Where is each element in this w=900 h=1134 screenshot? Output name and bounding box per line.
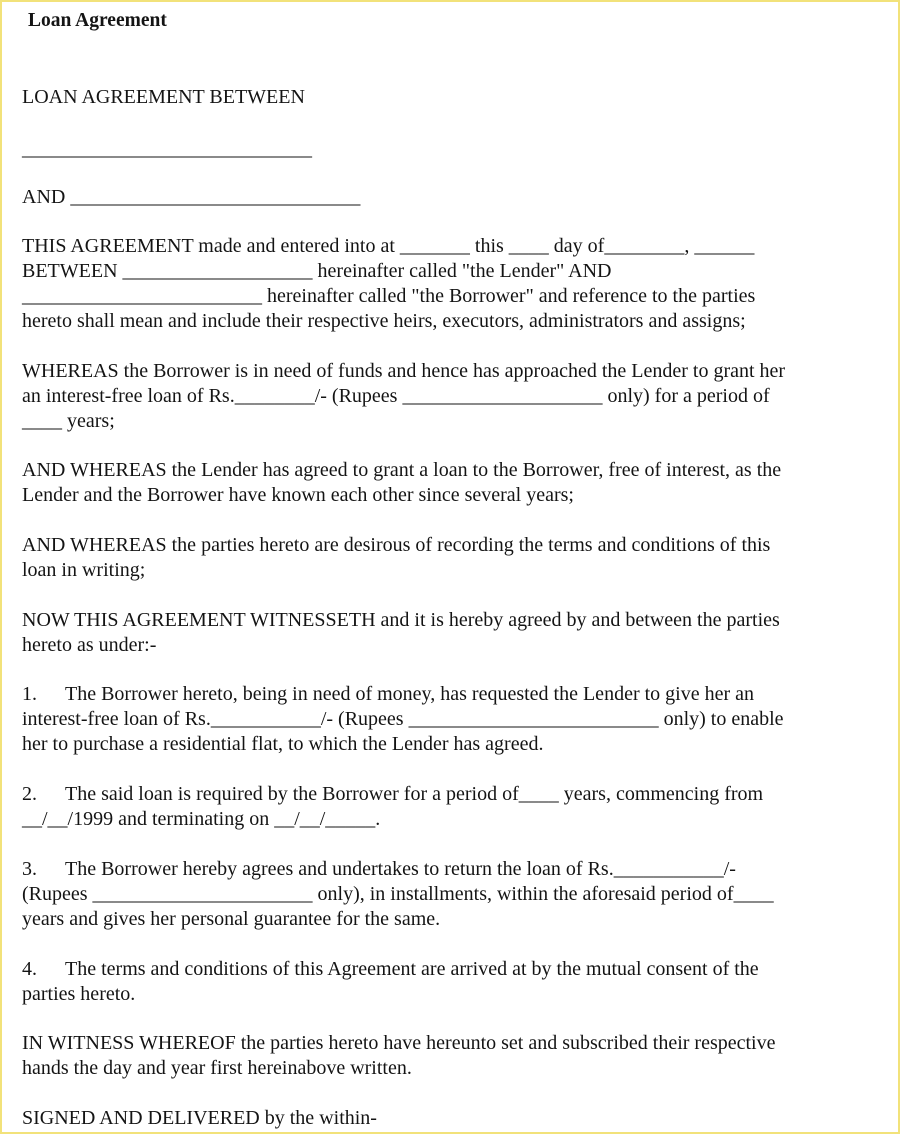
- witnesseth-line: NOW THIS AGREEMENT WITNESSETH and it is hereby agreed by and between the parties: [22, 609, 780, 631]
- clause-number: 1.: [22, 683, 37, 705]
- in-witness-line: IN WITNESS WHEREOF the parties hereto have hereunto set and subscribed their respective: [22, 1032, 776, 1054]
- agreement-clause-line: ________________________ hereinafter called "the Borrower" and reference to the parties: [22, 285, 756, 307]
- whereas-line: loan in writing;: [22, 559, 146, 581]
- clause-line: [22, 682, 848, 707]
- clause-line: [22, 782, 848, 807]
- witnesseth-line: hereto as under:-: [22, 634, 157, 656]
- agreement-clause-line: BETWEEN ___________________ hereinafter called "the Lender" AND: [22, 260, 612, 282]
- clause-line: interest-free loan of Rs.___________/- (Rupees _________________________ only) to enable: [22, 708, 784, 730]
- clause-line: [22, 957, 848, 982]
- party-one-blank-line: _____________________________: [22, 138, 312, 160]
- clause-text: The Borrower hereto, being in need of money, has requested the Lender to give her an: [65, 683, 755, 705]
- whereas-paragraph-2: [22, 458, 848, 508]
- agreement-heading-text: LOAN AGREEMENT BETWEEN: [22, 86, 305, 108]
- whereas-line: Lender and the Borrower have known each other since several years;: [22, 484, 574, 506]
- clause-text: The Borrower hereby agrees and undertakes to return the loan of Rs.___________/-: [65, 858, 736, 880]
- agreement-clause-line: THIS AGREEMENT made and entered into at _______ this ____ day of________, ______: [22, 235, 755, 257]
- clause-2: [22, 782, 848, 832]
- and-party-text: AND _____________________________: [22, 186, 361, 208]
- clause-line: her to purchase a residential flat, to which the Lender has agreed.: [22, 733, 544, 755]
- whereas-line: AND WHEREAS the parties hereto are desirous of recording the terms and conditions of this: [22, 534, 771, 556]
- in-witness-paragraph: [22, 1031, 848, 1081]
- whereas-paragraph-1: [22, 359, 848, 434]
- document-title: Loan Agreement: [28, 10, 167, 31]
- and-party-line: [22, 185, 848, 210]
- clause-number: 2.: [22, 783, 37, 805]
- signed-delivered-line: SIGNED AND DELIVERED by the within-: [22, 1107, 377, 1129]
- clause-text: The terms and conditions of this Agreement are arrived at by the mutual consent of the: [65, 958, 759, 980]
- party-one-blank: [22, 137, 848, 162]
- signed-delivered: [22, 1106, 848, 1131]
- clause-line: __/__/1999 and terminating on __/__/_____.: [22, 808, 381, 830]
- clause-number: 4.: [22, 958, 37, 980]
- whereas-paragraph-3: [22, 533, 848, 583]
- clause-4: [22, 957, 848, 1007]
- whereas-line: AND WHEREAS the Lender has agreed to grant a loan to the Borrower, free of interest, as the: [22, 459, 782, 481]
- clause-line: parties hereto.: [22, 983, 136, 1005]
- agreement-heading: [22, 85, 848, 110]
- whereas-line: WHEREAS the Borrower is in need of funds and hence has approached the Lender to grant her: [22, 360, 786, 382]
- witnesseth-paragraph: [22, 608, 848, 658]
- whereas-line: an interest-free loan of Rs.________/- (Rupees ____________________ only) for a period of: [22, 385, 770, 407]
- clause-line: [22, 857, 848, 882]
- agreement-clause-paragraph: [22, 234, 848, 334]
- clause-line: years and gives her personal guarantee for the same.: [22, 908, 441, 930]
- clause-text: The said loan is required by the Borrower for a period of____ years, commencing from: [65, 783, 764, 805]
- clause-1: [22, 682, 848, 757]
- whereas-line: ____ years;: [22, 410, 115, 432]
- clause-line: (Rupees ______________________ only), in installments, within the aforesaid period of____: [22, 883, 774, 905]
- clause-number: 3.: [22, 858, 37, 880]
- agreement-clause-line: hereto shall mean and include their respective heirs, executors, administrators and assigns;: [22, 310, 746, 332]
- in-witness-line: hands the day and year first hereinabove written.: [22, 1057, 412, 1079]
- clause-3: [22, 857, 848, 932]
